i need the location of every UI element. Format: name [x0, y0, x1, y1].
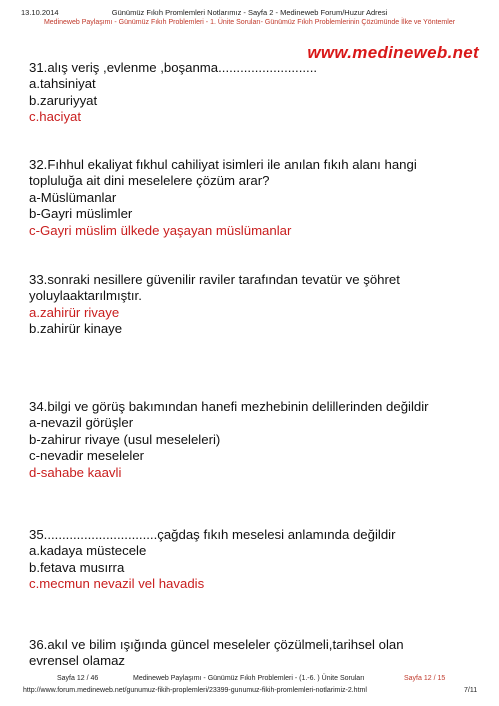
correct-answer: a.zahirür rivaye — [29, 304, 120, 320]
correct-answer: c-Gayri müslim ülkede yaşayan müslümanlar — [29, 222, 292, 238]
question-32 — [29, 157, 474, 239]
option: c-nevadir meseleler — [29, 448, 145, 464]
question-33 — [29, 272, 474, 338]
header-title: Günümüz Fıkıh Promlemleri Notlarımız - Sayfa 2 - Medineweb Forum/Huzur Adresi — [111, 8, 388, 17]
question-35 — [29, 527, 474, 593]
option: b.fetava musırra — [29, 559, 125, 575]
option: a-Müslümanlar — [29, 189, 117, 205]
question-text: 36.akıl ve bilim ışığında güncel meseleler çözülmeli,tarihsel olan — [29, 637, 404, 652]
footer-page-left: Sayfa 12 / 46 — [57, 675, 99, 682]
question-text: topluluğa ait dini meselelere çözüm arar? — [29, 173, 270, 189]
question-text: yoluylaaktarılmıştır. — [29, 288, 142, 304]
question-31 — [29, 60, 474, 126]
correct-answer: c.haciyat — [29, 109, 82, 125]
question-34 — [29, 399, 474, 481]
site-url[interactable]: www.medineweb.net — [307, 43, 479, 62]
question-text: 33.sonraki nesillere güvenilir raviler tarafından tevatür ve şöhret — [29, 272, 400, 287]
correct-answer: d-sahabe kaavli — [29, 464, 122, 480]
footer-title: Medineweb Paylaşımı - Günümüz Fıkıh Problemleri - (1.-6. ) Ünite Soruları — [133, 675, 365, 682]
option: b-zahirur rivaye (usul meseleleri) — [29, 431, 221, 447]
header-date: 13.10.2014 — [21, 8, 59, 17]
question-text: evrensel olamaz — [29, 653, 126, 669]
footer-page-right: Sayfa 12 / 15 — [404, 675, 446, 682]
option: b-Gayri müslimler — [29, 206, 133, 222]
question-text: 35...............................çağdaş fıkıh meselesi anlamında değildir — [29, 527, 396, 542]
footer-url[interactable]: http://www.forum.medineweb.net/gunumuz-fikih-proplemleri/23399-gunumuz-fikih-promlemleri-notlarimiz-2.html — [23, 687, 367, 694]
option: a.tahsiniyat — [29, 76, 96, 92]
question-text: 34.bilgi ve görüş bakımından hanefi mezhebinin delillerinden değildir — [29, 399, 429, 414]
footer-page-number: 7/11 — [464, 687, 478, 694]
question-36 — [29, 637, 474, 670]
correct-answer: c.mecmun nevazil vel havadis — [29, 576, 205, 592]
option: a-nevazil görüşler — [29, 415, 134, 431]
option: b.zaruriyyat — [29, 92, 98, 108]
question-text: 32.Fıhhul ekaliyat fıkhul cahiliyat isimleri ile anılan fıkıh alanı hangi — [29, 157, 417, 172]
header-subtitle: Medineweb Paylaşımı - Günümüz Fıkıh Problemleri - 1. Ünite Soruları- Günümüz Fıkıh Problemlerinin Çözümünde İlke ve Yöntemler — [43, 19, 456, 26]
option: a.kadaya müstecele — [29, 543, 147, 559]
question-text: 31.alış veriş ,evlenme ,boşanma........................... — [29, 60, 318, 75]
option: b.zahirür kinaye — [29, 321, 123, 337]
